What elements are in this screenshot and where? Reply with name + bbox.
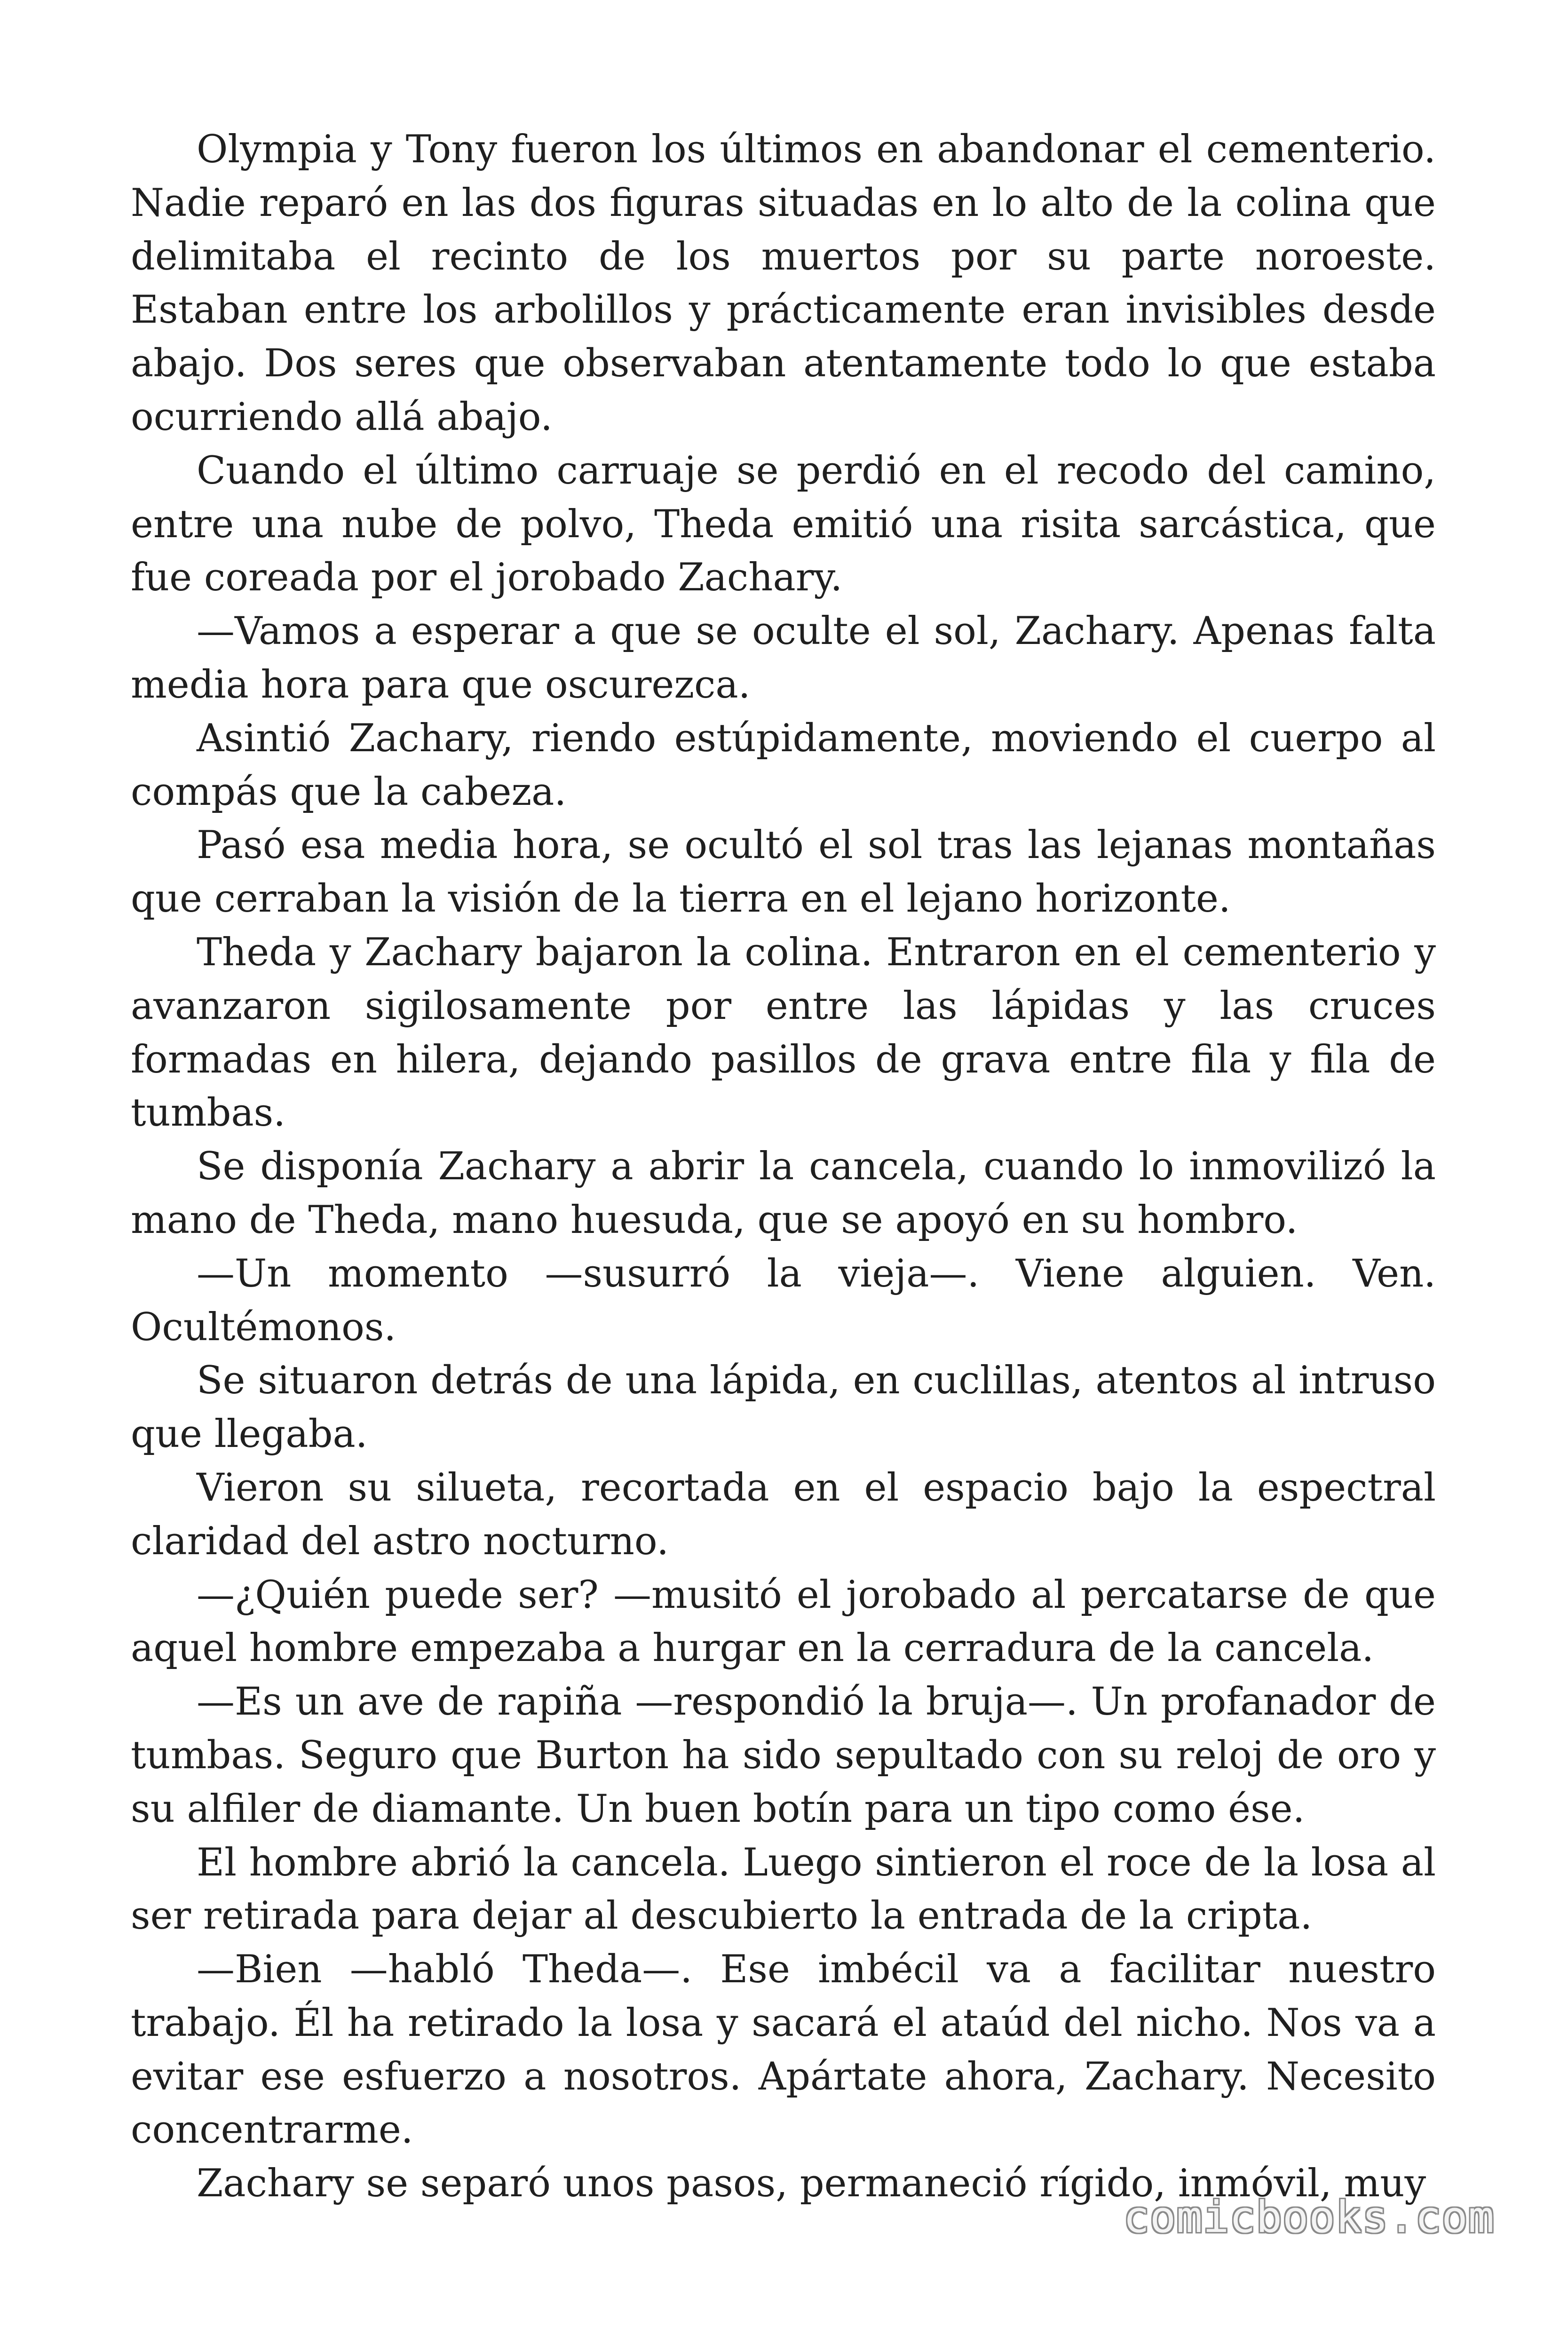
paragraph-12: —Es un ave de rapiña —respondió la bruja—. Un profanador de tumbas. Seguro que Burton ha sido sepultado con su reloj de oro y su alfiler de diamante. Un buen botín para un tipo como ése. [131,1680,1436,1831]
paragraph-7: Se disponía Zachary a abrir la cancela, cuando lo inmovilizó la mano de Theda, mano huesuda, que se apoyó en su hombro. [131,1144,1436,1242]
paragraph-11: —¿Quién puede ser? —musitó el jorobado al percatarse de que aquel hombre empezaba a hurgar en la cerradura de la cancela. [131,1573,1436,1671]
paragraph-9: Se situaron detrás de una lápida, en cuclillas, atentos al intruso que llegaba. [131,1359,1436,1457]
paragraph-10: Vieron su silueta, recortada en el espacio bajo la espectral claridad del astro nocturno. [131,1465,1436,1564]
paragraph-2: Cuando el último carruaje se perdió en el recodo del camino, entre una nube de polvo, Theda emitió una risita sarcástica, que fue coreada por el jorobado Zachary. [131,448,1436,600]
paragraph-3: —Vamos a esperar a que se oculte el sol, Zachary. Apenas falta media hora para que oscurezca. [131,609,1436,707]
watermark: comicbooks.com [1123,2192,1495,2242]
paragraph-1: Olympia y Tony fueron los últimos en abandonar el cementerio. Nadie reparó en las dos figuras situadas en lo alto de la colina que delimitaba el recinto de los muertos por su parte noroeste. Estaban entre los arbolillos y prácticamente eran invisibles desde abajo. Dos seres que observaban atentamente todo lo que estaba ocurriendo allá abajo. [131,127,1436,439]
paragraph-15: Zachary se separó unos pasos, permaneció rígido, inmóvil, muy [197,2161,1426,2206]
page-body [131,123,1436,2211]
paragraph-13: El hombre abrió la cancela. Luego sintieron el roce de la losa al ser retirada para dejar al descubierto la entrada de la cripta. [131,1840,1436,1939]
paragraph-5: Pasó esa media hora, se ocultó el sol tras las lejanas montañas que cerraban la visión de la tierra en el lejano horizonte. [131,823,1436,922]
paragraph-6: Theda y Zachary bajaron la colina. Entraron en el cementerio y avanzaron sigilosamente por entre las lápidas y las cruces formadas en hilera, dejando pasillos de grava entre fila y fila de tumbas. [131,930,1436,1136]
paragraph-4: Asintió Zachary, riendo estúpidamente, moviendo el cuerpo al compás que la cabeza. [131,716,1436,814]
paragraph-14: —Bien —habló Theda—. Ese imbécil va a facilitar nuestro trabajo. Él ha retirado la losa y sacará el ataúd del nicho. Nos va a evitar ese esfuerzo a nosotros. Apártate ahora, Zachary. Necesito concentrarme. [131,1947,1436,2153]
paragraph-8: —Un momento —susurró la vieja—. Viene alguien. Ven. Ocultémonos. [131,1251,1436,1350]
